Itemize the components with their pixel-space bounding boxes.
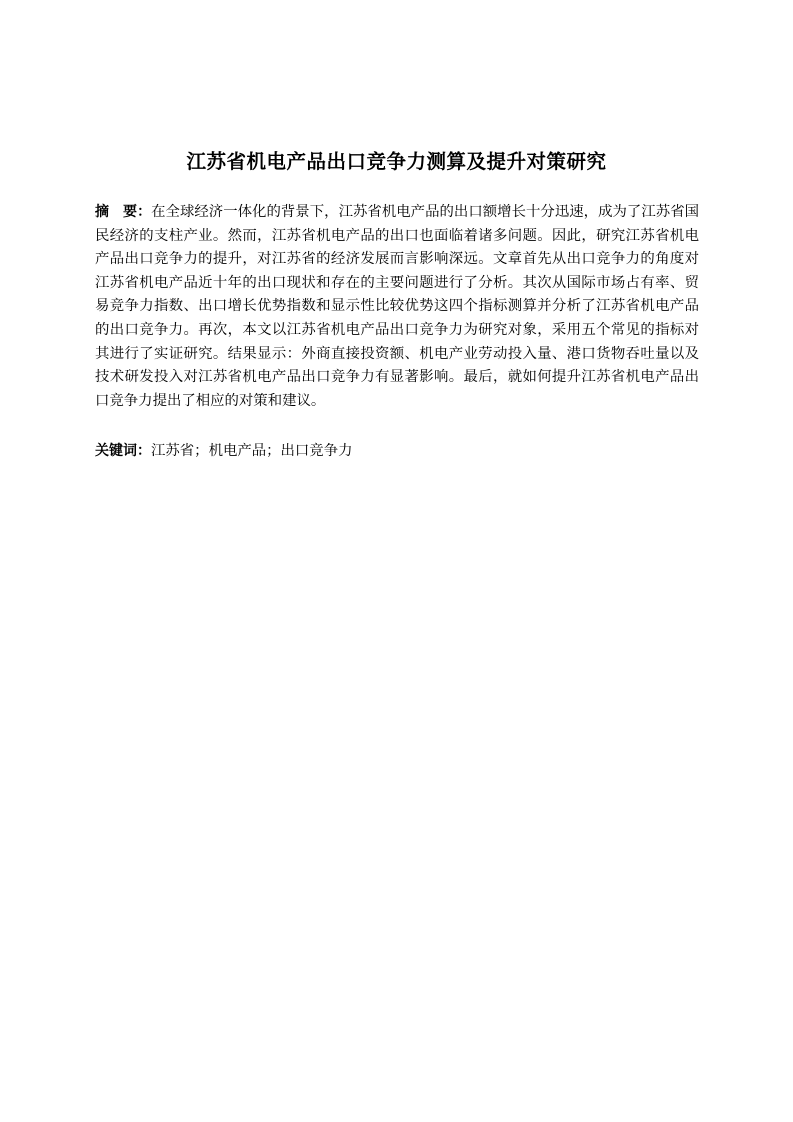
paper-title: 江苏省机电产品出口竞争力测算及提升对策研究 bbox=[186, 150, 607, 173]
keywords-label: 关键词： bbox=[95, 443, 151, 459]
abstract-label: 摘 要： bbox=[95, 204, 152, 220]
abstract-text: 在全球经济一体化的背景下，江苏省机电产品的出口额增长十分迅速，成为了江苏省国民经济的支柱产业。然而，江苏省机电产品的出口也面临着诸多问题。因此，研究江苏省机电产品出口竞争力的提升，对江苏省的经济发展而言影响深远。文章首先从出口竞争力的角度对江苏省机电产品近十年的出口现状和存在的主要问题进行了分析。其次从国际市场占有率、贸易竞争力指数、出口增长优势指数和显示性比较优势这四个指标测算并分析了江苏省机电产品的出口竞争力。再次，本文以江苏省机电产品出口竞争力为研究对象，采用五个常见的指标对其进行了实证研究。结果显示：外商直接投资额、机电产业劳动投入量、港口货物吞吐量以及技术研发投入对江苏省机电产品出口竞争力有显著影响。最后，就如何提升江苏省机电产品出口竞争力提出了相应的对策和建议。 bbox=[95, 204, 700, 409]
abstract-paragraph bbox=[95, 201, 699, 413]
keywords-paragraph bbox=[95, 440, 699, 464]
keywords-text: 江苏省；机电产品；出口竞争力 bbox=[151, 443, 353, 459]
